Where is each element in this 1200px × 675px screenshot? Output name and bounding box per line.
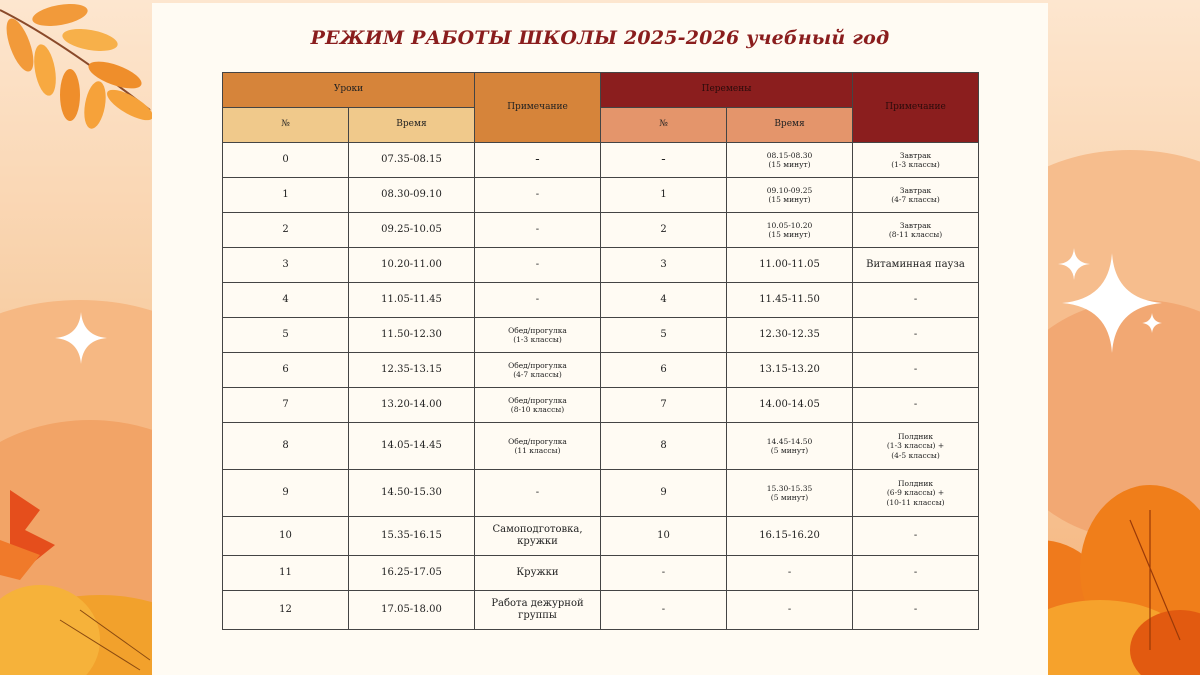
cell-lesson-number: 1 <box>223 178 349 213</box>
cell-lesson-number: 6 <box>223 353 349 388</box>
cell-break-time: 15.30-15.35 (5 минут) <box>727 470 853 517</box>
sparkle-icon <box>1142 313 1162 333</box>
cell-break-note: Завтрак (1-3 классы) <box>853 143 979 178</box>
cell-break-note: Завтрак (8-11 классы) <box>853 213 979 248</box>
cell-break-note: Полдник (1-3 классы) + (4-5 классы) <box>853 423 979 470</box>
schedule-body <box>223 143 979 630</box>
cell-break-time: 13.15-13.20 <box>727 353 853 388</box>
cell-break-time: 08.15-08.30 (15 минут) <box>727 143 853 178</box>
cell-lesson-note: Кружки <box>475 556 601 591</box>
cell-break-number: - <box>601 556 727 591</box>
cell-lesson-time: 08.30-09.10 <box>349 178 475 213</box>
cell-break-time: - <box>727 556 853 591</box>
cell-break-number: - <box>601 591 727 630</box>
cell-break-number: - <box>601 143 727 178</box>
cell-lesson-note: - <box>475 470 601 517</box>
cell-lesson-time: 15.35-16.15 <box>349 517 475 556</box>
cell-break-time: 10.05-10.20 (15 минут) <box>727 213 853 248</box>
cell-lesson-time: 14.05-14.45 <box>349 423 475 470</box>
cell-lesson-time: 17.05-18.00 <box>349 591 475 630</box>
cell-break-number: 7 <box>601 388 727 423</box>
cell-lesson-number: 10 <box>223 517 349 556</box>
cell-lesson-number: 0 <box>223 143 349 178</box>
cell-break-note: Завтрак (4-7 классы) <box>853 178 979 213</box>
cell-break-note: - <box>853 591 979 630</box>
table-row <box>223 248 979 283</box>
schedule-panel <box>152 3 1048 675</box>
cell-lesson-note: - <box>475 213 601 248</box>
cell-lesson-time: 07.35-08.15 <box>349 143 475 178</box>
cell-break-note: - <box>853 353 979 388</box>
cell-lesson-note: - <box>475 143 601 178</box>
header-break-number: № <box>601 108 727 143</box>
cell-lesson-time: 09.25-10.05 <box>349 213 475 248</box>
cell-break-note: - <box>853 318 979 353</box>
header-breaks: Перемены <box>601 73 853 108</box>
table-row <box>223 591 979 630</box>
cell-lesson-time: 10.20-11.00 <box>349 248 475 283</box>
cell-lesson-time: 11.50-12.30 <box>349 318 475 353</box>
cell-break-note: - <box>853 556 979 591</box>
schedule-table <box>222 72 979 630</box>
cell-lesson-note: Работа дежурной группы <box>475 591 601 630</box>
cell-break-number: 2 <box>601 213 727 248</box>
cell-break-number: 1 <box>601 178 727 213</box>
header-break-time: Время <box>727 108 853 143</box>
cell-break-number: 9 <box>601 470 727 517</box>
header-lesson-time: Время <box>349 108 475 143</box>
header-lesson-note: Примечание <box>475 73 601 143</box>
cell-lesson-number: 2 <box>223 213 349 248</box>
cell-break-time: 11.00-11.05 <box>727 248 853 283</box>
cell-lesson-note: Самоподготовка, кружки <box>475 517 601 556</box>
page-title: РЕЖИМ РАБОТЫ ШКОЛЫ 2025-2026 учебный год <box>310 27 890 49</box>
autumn-leaves-top-left <box>0 0 160 140</box>
sparkle-icon <box>1058 248 1090 280</box>
cell-lesson-note: - <box>475 248 601 283</box>
cell-break-time: 14.45-14.50 (5 минут) <box>727 423 853 470</box>
cell-break-number: 6 <box>601 353 727 388</box>
cell-lesson-note: Обед/прогулка (11 классы) <box>475 423 601 470</box>
table-row <box>223 517 979 556</box>
cell-lesson-time: 13.20-14.00 <box>349 388 475 423</box>
table-row <box>223 423 979 470</box>
cell-lesson-note: Обед/прогулка (8-10 классы) <box>475 388 601 423</box>
cell-lesson-time: 12.35-13.15 <box>349 353 475 388</box>
table-row <box>223 470 979 517</box>
cell-break-number: 4 <box>601 283 727 318</box>
table-row <box>223 178 979 213</box>
cell-lesson-note: - <box>475 283 601 318</box>
cell-break-note: - <box>853 517 979 556</box>
table-row <box>223 318 979 353</box>
cell-break-note: - <box>853 388 979 423</box>
cell-lesson-number: 8 <box>223 423 349 470</box>
cell-lesson-note: - <box>475 178 601 213</box>
cell-lesson-note: Обед/прогулка (4-7 классы) <box>475 353 601 388</box>
cell-lesson-number: 4 <box>223 283 349 318</box>
cell-break-number: 10 <box>601 517 727 556</box>
autumn-leaves-bottom-left <box>0 480 160 675</box>
cell-lesson-number: 11 <box>223 556 349 591</box>
cell-lesson-number: 9 <box>223 470 349 517</box>
table-row <box>223 353 979 388</box>
header-break-note: Примечание <box>853 73 979 143</box>
cell-break-time: 12.30-12.35 <box>727 318 853 353</box>
cell-lesson-time: 11.05-11.45 <box>349 283 475 318</box>
cell-break-number: 8 <box>601 423 727 470</box>
cell-break-time: - <box>727 591 853 630</box>
cell-break-time: 09.10-09.25 (15 минут) <box>727 178 853 213</box>
cell-break-time: 14.00-14.05 <box>727 388 853 423</box>
cell-break-number: 5 <box>601 318 727 353</box>
cell-lesson-time: 16.25-17.05 <box>349 556 475 591</box>
cell-lesson-note: Обед/прогулка (1-3 классы) <box>475 318 601 353</box>
table-row <box>223 213 979 248</box>
header-lessons: Уроки <box>223 73 475 108</box>
table-row <box>223 388 979 423</box>
sparkle-icon <box>55 312 107 364</box>
cell-break-note: Витаминная пауза <box>853 248 979 283</box>
cell-break-time: 16.15-16.20 <box>727 517 853 556</box>
table-row <box>223 143 979 178</box>
cell-lesson-number: 12 <box>223 591 349 630</box>
cell-break-note: - <box>853 283 979 318</box>
table-row <box>223 556 979 591</box>
header-lesson-number: № <box>223 108 349 143</box>
cell-lesson-number: 3 <box>223 248 349 283</box>
cell-lesson-time: 14.50-15.30 <box>349 470 475 517</box>
cell-break-time: 11.45-11.50 <box>727 283 853 318</box>
cell-lesson-number: 7 <box>223 388 349 423</box>
cell-break-note: Полдник (6-9 классы) + (10-11 классы) <box>853 470 979 517</box>
cell-break-number: 3 <box>601 248 727 283</box>
table-row <box>223 283 979 318</box>
cell-lesson-number: 5 <box>223 318 349 353</box>
